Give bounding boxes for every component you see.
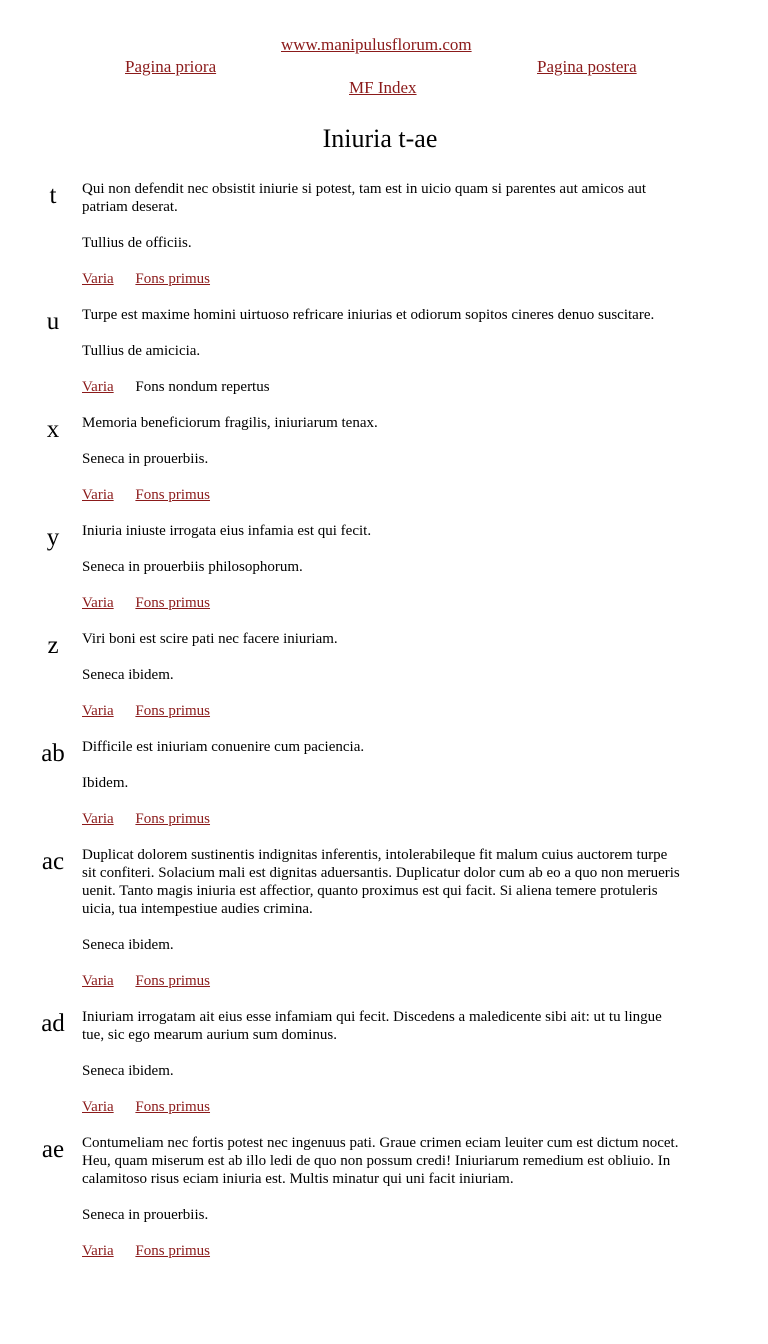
entry-body <box>82 522 682 612</box>
entry-quote: Difficile est iniuriam conuenire cum paciencia. <box>82 739 365 755</box>
fons-primus-link[interactable]: Fons primus <box>135 973 211 989</box>
entry-letter: x <box>46 416 60 443</box>
entry-letter: t <box>49 182 57 209</box>
entry-letter: ae <box>41 1136 65 1163</box>
entry-letter: ad <box>41 1010 65 1037</box>
entry-quote: Duplicat dolorem sustinentis indignitas inferentis, intolerabileque fit malum cuius auctorem turpe sit confiteri. Solacium mali est dignitas aduersantis. Duplicatur dolor cum ab eo a quo non merueris uenit. Tanto magis iniuria est affectior, quanto proximus est qui facit. Si aliena temere protuleris uicia, tua intempestiue audies crimina. <box>82 847 680 917</box>
varia-link[interactable]: Varia <box>82 1243 114 1259</box>
entry-ae <box>0 1134 768 1260</box>
fons-primus-link[interactable]: Fons primus <box>135 811 211 827</box>
entry-body <box>82 414 682 504</box>
entry-ab <box>0 738 768 828</box>
fons-primus-link[interactable]: Fons primus <box>135 595 211 611</box>
next-page-link[interactable]: Pagina postera <box>537 57 637 76</box>
entry-body <box>82 1008 682 1116</box>
entry-quote: Qui non defendit nec obsistit iniurie si potest, tam est in uicio quam si parentes aut amicos aut patriam deserat. <box>82 181 647 215</box>
entry-letter: z <box>47 632 59 659</box>
entry-quote: Contumeliam nec fortis potest nec ingenuus pati. Graue crimen eciam leuiter cum est dictum nocet. Heu, quam miserum est ab illo ledi de quo non possum credi! Iniuriarum remedium est obliuio. In calamitoso risus eciam iniuria est. Multis minatur qui uni facit iniuriam. <box>82 1135 679 1187</box>
entry-source: Seneca ibidem. <box>82 667 174 683</box>
entry-ac <box>0 846 768 990</box>
entry-source: Ibidem. <box>82 775 129 791</box>
entry-body <box>82 846 682 990</box>
varia-link[interactable]: Varia <box>82 379 114 395</box>
mf-index-link[interactable]: MF Index <box>349 78 417 97</box>
entry-body <box>82 738 682 828</box>
entry-body <box>82 630 682 720</box>
entry-quote: Viri boni est scire pati nec facere iniuriam. <box>82 631 338 647</box>
fons-primus-link[interactable]: Fons primus <box>135 487 211 503</box>
entry-links <box>82 1098 682 1116</box>
entry-x <box>0 414 768 504</box>
entry-body <box>82 306 682 396</box>
entry-u <box>0 306 768 396</box>
fons-primus-link[interactable]: Fons primus <box>135 1099 211 1115</box>
entry-t <box>0 180 768 288</box>
entry-links <box>82 378 682 396</box>
entry-links <box>82 270 682 288</box>
entry-quote: Iniuriam irrogatam ait eius esse infamiam qui fecit. Discedens a maledicente sibi ait: ut tu lingue tue, sic ego mearum aurium sum dominus. <box>82 1009 662 1043</box>
entry-letter: ac <box>41 848 65 875</box>
entry-body <box>82 180 682 288</box>
entry-quote: Turpe est maxime homini uirtuoso refricare iniurias et odiorum sopitos cineres denuo suscitare. <box>82 307 655 323</box>
entry-letter: u <box>46 308 60 335</box>
entry-list <box>0 180 768 1278</box>
entry-letter: y <box>46 524 60 551</box>
entry-quote: Memoria beneficiorum fragilis, iniuriarum tenax. <box>82 415 378 431</box>
entry-z <box>0 630 768 720</box>
entry-source: Tullius de amicicia. <box>82 343 201 359</box>
entry-source: Seneca in prouerbiis. <box>82 1207 209 1223</box>
entry-y <box>0 522 768 612</box>
fons-primus-link[interactable]: Fons primus <box>135 1243 211 1259</box>
entry-source: Seneca in prouerbiis. <box>82 451 209 467</box>
varia-link[interactable]: Varia <box>82 487 114 503</box>
entry-ad <box>0 1008 768 1116</box>
varia-link[interactable]: Varia <box>82 811 114 827</box>
entry-letter: ab <box>41 740 65 767</box>
entry-quote: Iniuria iniuste irrogata eius infamia est qui fecit. <box>82 523 372 539</box>
entry-source: Seneca ibidem. <box>82 1063 174 1079</box>
entry-links <box>82 972 682 990</box>
entry-links <box>82 594 682 612</box>
varia-link[interactable]: Varia <box>82 973 114 989</box>
top-navigation <box>0 0 768 100</box>
entry-source: Tullius de officiis. <box>82 235 192 251</box>
previous-page-link[interactable]: Pagina priora <box>125 57 217 76</box>
varia-link[interactable]: Varia <box>82 1099 114 1115</box>
varia-link[interactable]: Varia <box>82 271 114 287</box>
entry-source: Seneca in prouerbiis philosophorum. <box>82 559 303 575</box>
fons-primus-link[interactable]: Fons primus <box>135 271 211 287</box>
fons-primus-link[interactable]: Fons primus <box>135 703 211 719</box>
site-home-link[interactable]: www.manipulusflorum.com <box>281 35 472 54</box>
entry-links <box>82 1242 682 1260</box>
entry-body <box>82 1134 682 1260</box>
entry-links <box>82 810 682 828</box>
varia-link[interactable]: Varia <box>82 703 114 719</box>
entry-links <box>82 486 682 504</box>
entry-links <box>82 702 682 720</box>
fons-nondum-repertus-label: Fons nondum repertus <box>135 379 270 395</box>
page-title: Iniuria t-ae <box>322 124 438 153</box>
entry-source: Seneca ibidem. <box>82 937 174 953</box>
varia-link[interactable]: Varia <box>82 595 114 611</box>
